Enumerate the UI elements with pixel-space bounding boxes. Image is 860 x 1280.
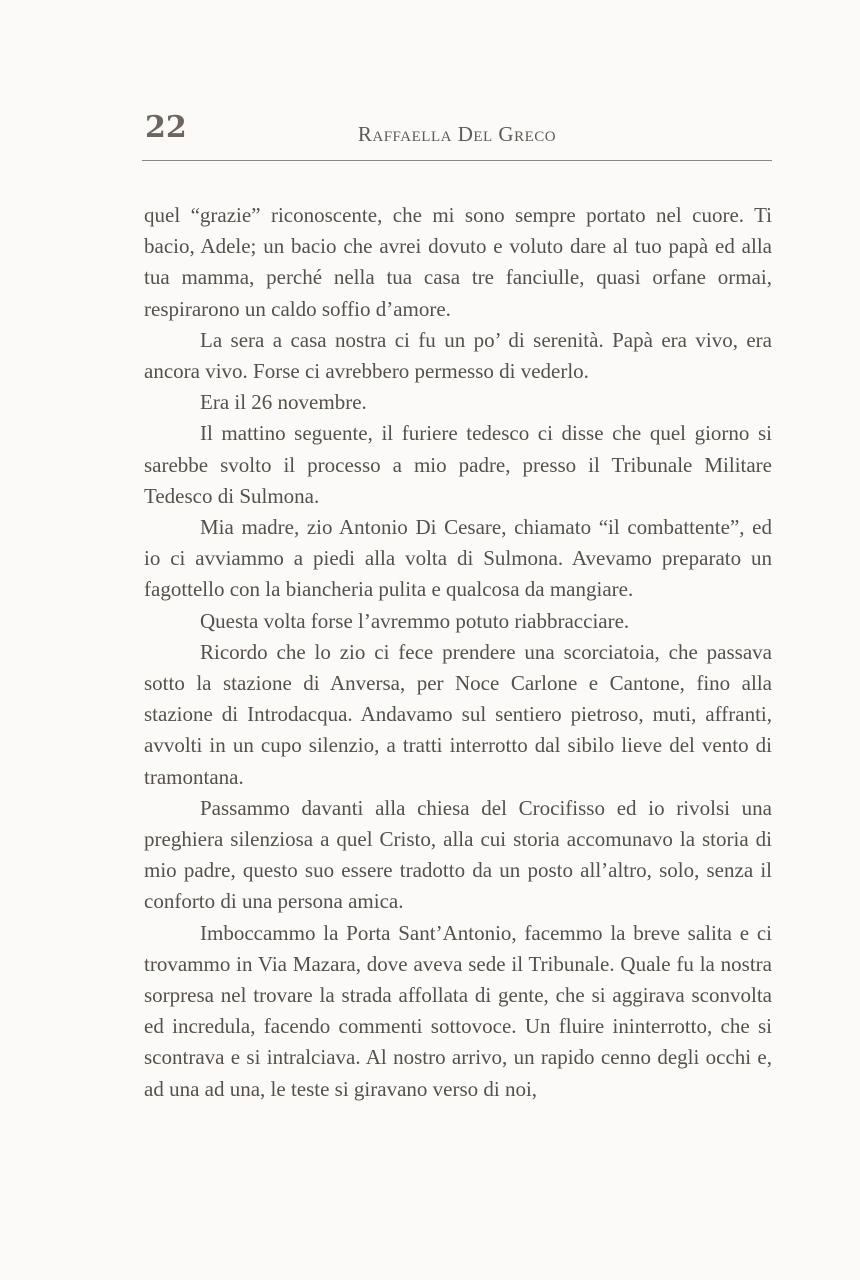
running-head-author: Raffaella Del Greco <box>357 122 557 146</box>
header-rule <box>142 160 772 161</box>
paragraph: Questa volta forse l’avremmo potuto riabbracciare. <box>200 608 630 633</box>
paragraph: Era il 26 novembre. <box>200 390 367 415</box>
paragraph: Passammo davanti alla chiesa del Crocifisso ed io rivolsi una preghiera silenziosa a quel Cristo, alla cui storia accomunavo la storia di mio padre, questo suo essere tradotto da un posto all’altro, solo, senza il conforto di una persona amica. <box>144 795 772 914</box>
page-number: 22 <box>145 110 187 145</box>
paragraph: Imboccammo la Porta Sant’Antonio, facemmo la breve salita e ci trovammo in Via Mazara, dove aveva sede il Tribunale. Quale fu la nostra sorpresa nel trovare la strada affollata di gente, che si aggirava sconvolta ed incredula, facendo commenti sottovoce. Un fluire ininterrotto, che si scontrava e si intralciava. Al nostro arrivo, un rapido cenno degli occhi e, ad una ad una, le teste si giravano verso di noi, <box>144 920 772 1101</box>
paragraph: Il mattino seguente, il furiere tedesco ci disse che quel giorno si sarebbe svolto il processo a mio padre, presso il Tribunale Militare Tedesco di Sulmona. <box>144 421 772 508</box>
body-text <box>144 200 772 1105</box>
paragraph: quel “grazie” riconoscente, che mi sono sempre portato nel cuore. Ti bacio, Adele; un bacio che avrei dovuto e voluto dare al tuo papà ed alla tua mamma, perché nella tua casa tre fanciulle, quasi orfane ormai, respirarono un caldo soffio d’amore. <box>144 203 772 321</box>
paragraph: La sera a casa nostra ci fu un po’ di serenità. Papà era vivo, era ancora vivo. Forse ci avrebbero permesso di vederlo. <box>144 327 772 384</box>
paragraph: Ricordo che lo zio ci fece prendere una scorciatoia, che passava sotto la stazione di Anversa, per Noce Carlone e Cantone, fino alla stazione di Introdacqua. Andavamo sul sentiero pietroso, muti, affranti, avvolti in un cupo silenzio, a tratti interrotto dal sibilo lieve del vento di tramontana. <box>144 639 772 789</box>
paragraph: Mia madre, zio Antonio Di Cesare, chiamato “il combattente”, ed io ci avviammo a piedi alla volta di Sulmona. Avevamo preparato un fagottello con la biancheria pulita e qualcosa da mangiare. <box>144 515 772 602</box>
page-header <box>142 108 772 156</box>
